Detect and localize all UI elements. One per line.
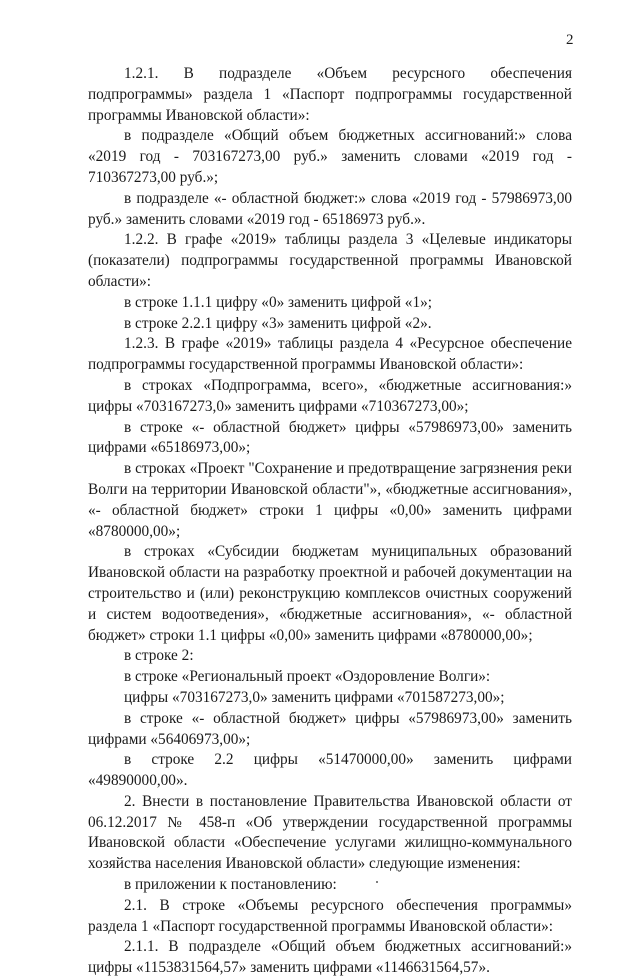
paragraph-row-2-2: в строке 2.2 цифры «51470000,00» заменить цифрами «49890000,00». [88, 751, 572, 790]
document-body [88, 64, 572, 979]
paragraph-subsidies: в строках «Субсидии бюджетам муниципальных образований Ивановской области на разработку проектной и рабочей документации на строительство и (или) реконструкцию комплексов очистных сооружений и систем водоотведения», «бюджетные ассигнования», «- областной бюджет» строки 1.1 цифры «0,00» заменить цифрами «8780000,00»; [88, 543, 572, 644]
paragraph-appendix: в приложении к постановлению: [124, 876, 337, 894]
paragraph-regional-budget-row-2: в строке «- областной бюджет» цифры «57986973,00» заменить цифрами «56406973,00»; [88, 709, 572, 748]
paragraph-total-budget: в подразделе «Общий объем бюджетных ассигнований:» слова «2019 год - 703167273,00 руб.» заменить словами «2019 год - 710367273,00 руб.»; [88, 127, 572, 186]
paragraph-1-2-3: 1.2.3. В графе «2019» таблицы раздела 4 «Ресурсное обеспечение подпрограммы государственной программы Ивановской области»: [88, 335, 572, 374]
paragraph-section-2: 2. Внести в постановление Правительства Ивановской области от 06.12.2017 № 458-п «Об утверждении государственной программы Ивановской области «Обеспечение услугами жилищно-коммунального хозяйства населения Ивановской области» следующие изменения: [88, 792, 572, 873]
paragraph-row-1-1-1: в строке 1.1.1 цифру «0» заменить цифрой «1»; [124, 293, 433, 311]
paragraph-digits-replace: цифры «703167273,0» заменить цифрами «701587273,00»; [124, 688, 505, 706]
paragraph-regional-budget-row: в строке «- областной бюджет» цифры «57986973,00» заменить цифрами «65186973,00»; [88, 418, 572, 457]
paragraph-volga-project: в строках «Проект "Сохранение и предотвращение загрязнения реки Волги на территории Ивановской области"», «бюджетные ассигнования», «- областной бюджет» строки 1 цифры «0,00» заменить цифрами «8780000,00»; [88, 460, 572, 540]
page-number: 2 [566, 32, 574, 48]
scan-speck [376, 881, 378, 883]
paragraph-row-2: в строке 2: [124, 647, 194, 665]
paragraph-row-2-2-1: в строке 2.2.1 цифру «3» заменить цифрой «2». [124, 314, 432, 332]
paragraph-subprogram-total: в строках «Подпрограмма, всего», «бюджетные ассигнования:» цифры «703167273,0» заменить цифрами «710367273,00»; [88, 376, 572, 415]
paragraph-regional-project: в строке «Региональный проект «Оздоровление Волги»: [124, 668, 491, 686]
paragraph-2-1-1: 2.1.1. В подразделе «Общий объем бюджетных ассигнований:» цифры «1153831564,57» заменить цифрами «1146631564,57». [88, 938, 572, 977]
paragraph-regional-budget: в подразделе «- областной бюджет:» слова «2019 год - 57986973,00 руб.» заменить словами «2019 год - 65186973 руб.». [88, 189, 572, 228]
paragraph-1-2-2: 1.2.2. В графе «2019» таблицы раздела 3 «Целевые индикаторы (показатели) подпрограммы государственной программы Ивановской области»: [88, 231, 572, 290]
paragraph-2-1: 2.1. В строке «Объемы ресурсного обеспечения программы» раздела 1 «Паспорт государственной программы Ивановской области»: [88, 896, 572, 935]
paragraph-1-2-1: 1.2.1. В подразделе «Объем ресурсного обеспечения подпрограммы» раздела 1 «Паспорт подпрограммы государственной программы Ивановской области»: [88, 65, 572, 124]
